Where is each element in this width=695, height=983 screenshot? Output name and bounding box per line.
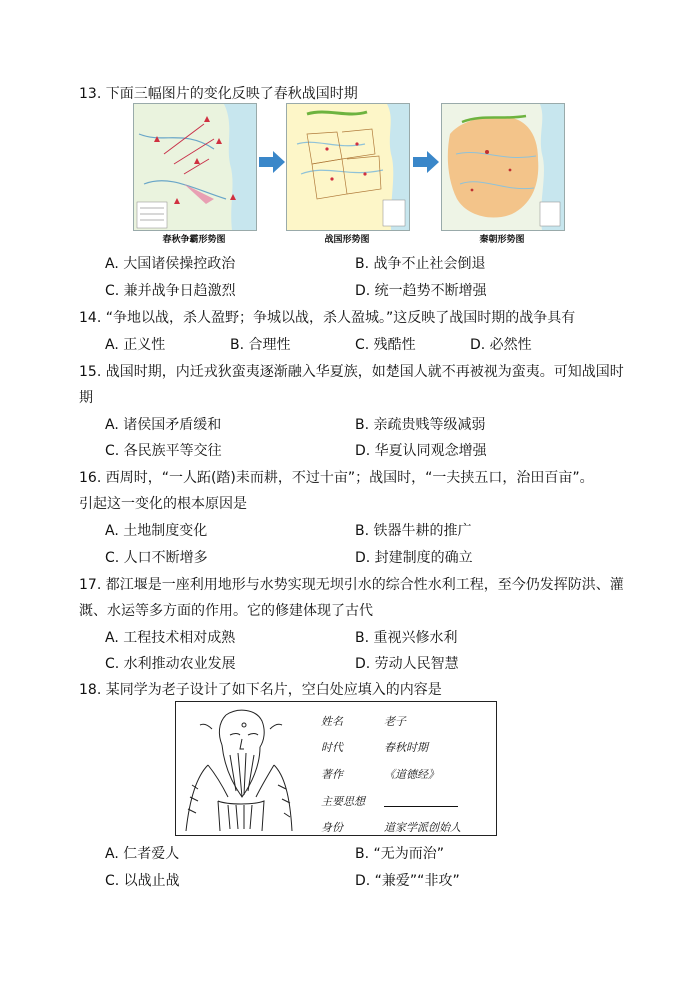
card-value-work: 《道德经》 — [384, 768, 439, 781]
q17-option-c[interactable]: C. 水利推动农业发展 — [105, 656, 236, 672]
laozi-portrait — [178, 705, 296, 833]
q15-stem-line2: 期 — [79, 390, 93, 406]
q14-option-a[interactable]: A. 正义性 — [105, 337, 166, 353]
q15-option-b[interactable]: B. 亲疏贵贱等级减弱 — [355, 417, 486, 433]
card-label-name: 姓名 — [321, 715, 343, 728]
card-blank-thought[interactable] — [384, 806, 458, 807]
q16-option-a[interactable]: A. 土地制度变化 — [105, 523, 208, 539]
q16-option-c[interactable]: C. 人口不断增多 — [105, 550, 208, 566]
card-label-identity: 身份 — [321, 821, 343, 834]
q18-option-d[interactable]: D. “兼爱”“非攻” — [355, 873, 460, 889]
q17-option-a[interactable]: A. 工程技术相对成熟 — [105, 630, 236, 646]
q15-option-d[interactable]: D. 华夏认同观念增强 — [355, 443, 487, 459]
q13-option-d[interactable]: D. 统一趋势不断增强 — [355, 283, 487, 299]
card-label-thought: 主要思想 — [321, 795, 365, 808]
map-qin — [441, 103, 565, 231]
q16-stem-line1: 16. 西周时，“一人跖(踏)耒而耕，不过十亩”；战国时，“一夫挟五口，治田百亩”。 — [79, 470, 594, 486]
map-warring-states — [286, 103, 410, 231]
map-spring-autumn — [133, 103, 257, 231]
q13-maps — [133, 103, 565, 245]
q18-option-b[interactable]: B. “无为而治” — [355, 846, 445, 862]
q16-option-b[interactable]: B. 铁器牛耕的推广 — [355, 523, 472, 539]
q17-stem-line2: 溉、水运等多方面的作用。它的修建体现了古代 — [79, 603, 373, 619]
q16-option-d[interactable]: D. 封建制度的确立 — [355, 550, 473, 566]
q16-stem-line2: 引起这一变化的根本原因是 — [79, 496, 247, 512]
q18-option-a[interactable]: A. 仁者爱人 — [105, 846, 180, 862]
card-value-identity: 道家学派创始人 — [384, 821, 461, 834]
map-caption-2: 战国形势图 — [324, 235, 370, 245]
q18-stem: 18. 某同学为老子设计了如下名片，空白处应填入的内容是 — [79, 682, 442, 698]
q14-option-b[interactable]: B. 合理性 — [230, 337, 291, 353]
q15-option-c[interactable]: C. 各民族平等交往 — [105, 443, 222, 459]
map-caption-3: 秦朝形势图 — [479, 235, 525, 245]
q13-option-a[interactable]: A. 大国诸侯操控政治 — [105, 256, 236, 272]
q13-option-c[interactable]: C. 兼并战争日趋激烈 — [105, 283, 236, 299]
right-arrow-icon — [259, 151, 285, 173]
map-caption-1: 春秋争霸形势图 — [162, 235, 226, 245]
q13-option-b[interactable]: B. 战争不止社会倒退 — [355, 256, 486, 272]
q15-option-a[interactable]: A. 诸侯国矛盾缓和 — [105, 417, 222, 433]
card-label-era: 时代 — [321, 741, 343, 754]
laozi-name-card — [175, 701, 497, 836]
q17-stem-line1: 17. 都江堰是一座利用地形与水势实现无坝引水的综合性水利工程，至今仍发挥防洪、灌 — [79, 577, 624, 593]
card-value-name: 老子 — [384, 715, 406, 728]
card-value-era: 春秋时期 — [384, 741, 428, 754]
card-label-work: 著作 — [321, 768, 343, 781]
q18-option-c[interactable]: C. 以战止战 — [105, 873, 180, 889]
q13-stem: 13. 下面三幅图片的变化反映了春秋战国时期 — [79, 86, 358, 102]
q14-option-c[interactable]: C. 残酷性 — [355, 337, 416, 353]
q17-option-d[interactable]: D. 劳动人民智慧 — [355, 656, 459, 672]
right-arrow-icon — [413, 151, 439, 173]
q14-option-d[interactable]: D. 必然性 — [470, 337, 532, 353]
q14-stem: 14. “争地以战，杀人盈野；争城以战，杀人盈城。”这反映了战国时期的战争具有 — [79, 310, 576, 326]
q15-stem-line1: 15. 战国时期，内迁戎狄蛮夷逐渐融入华夏族，如楚国人就不再被视为蛮夷。可知战国时 — [79, 364, 624, 380]
q17-option-b[interactable]: B. 重视兴修水利 — [355, 630, 458, 646]
